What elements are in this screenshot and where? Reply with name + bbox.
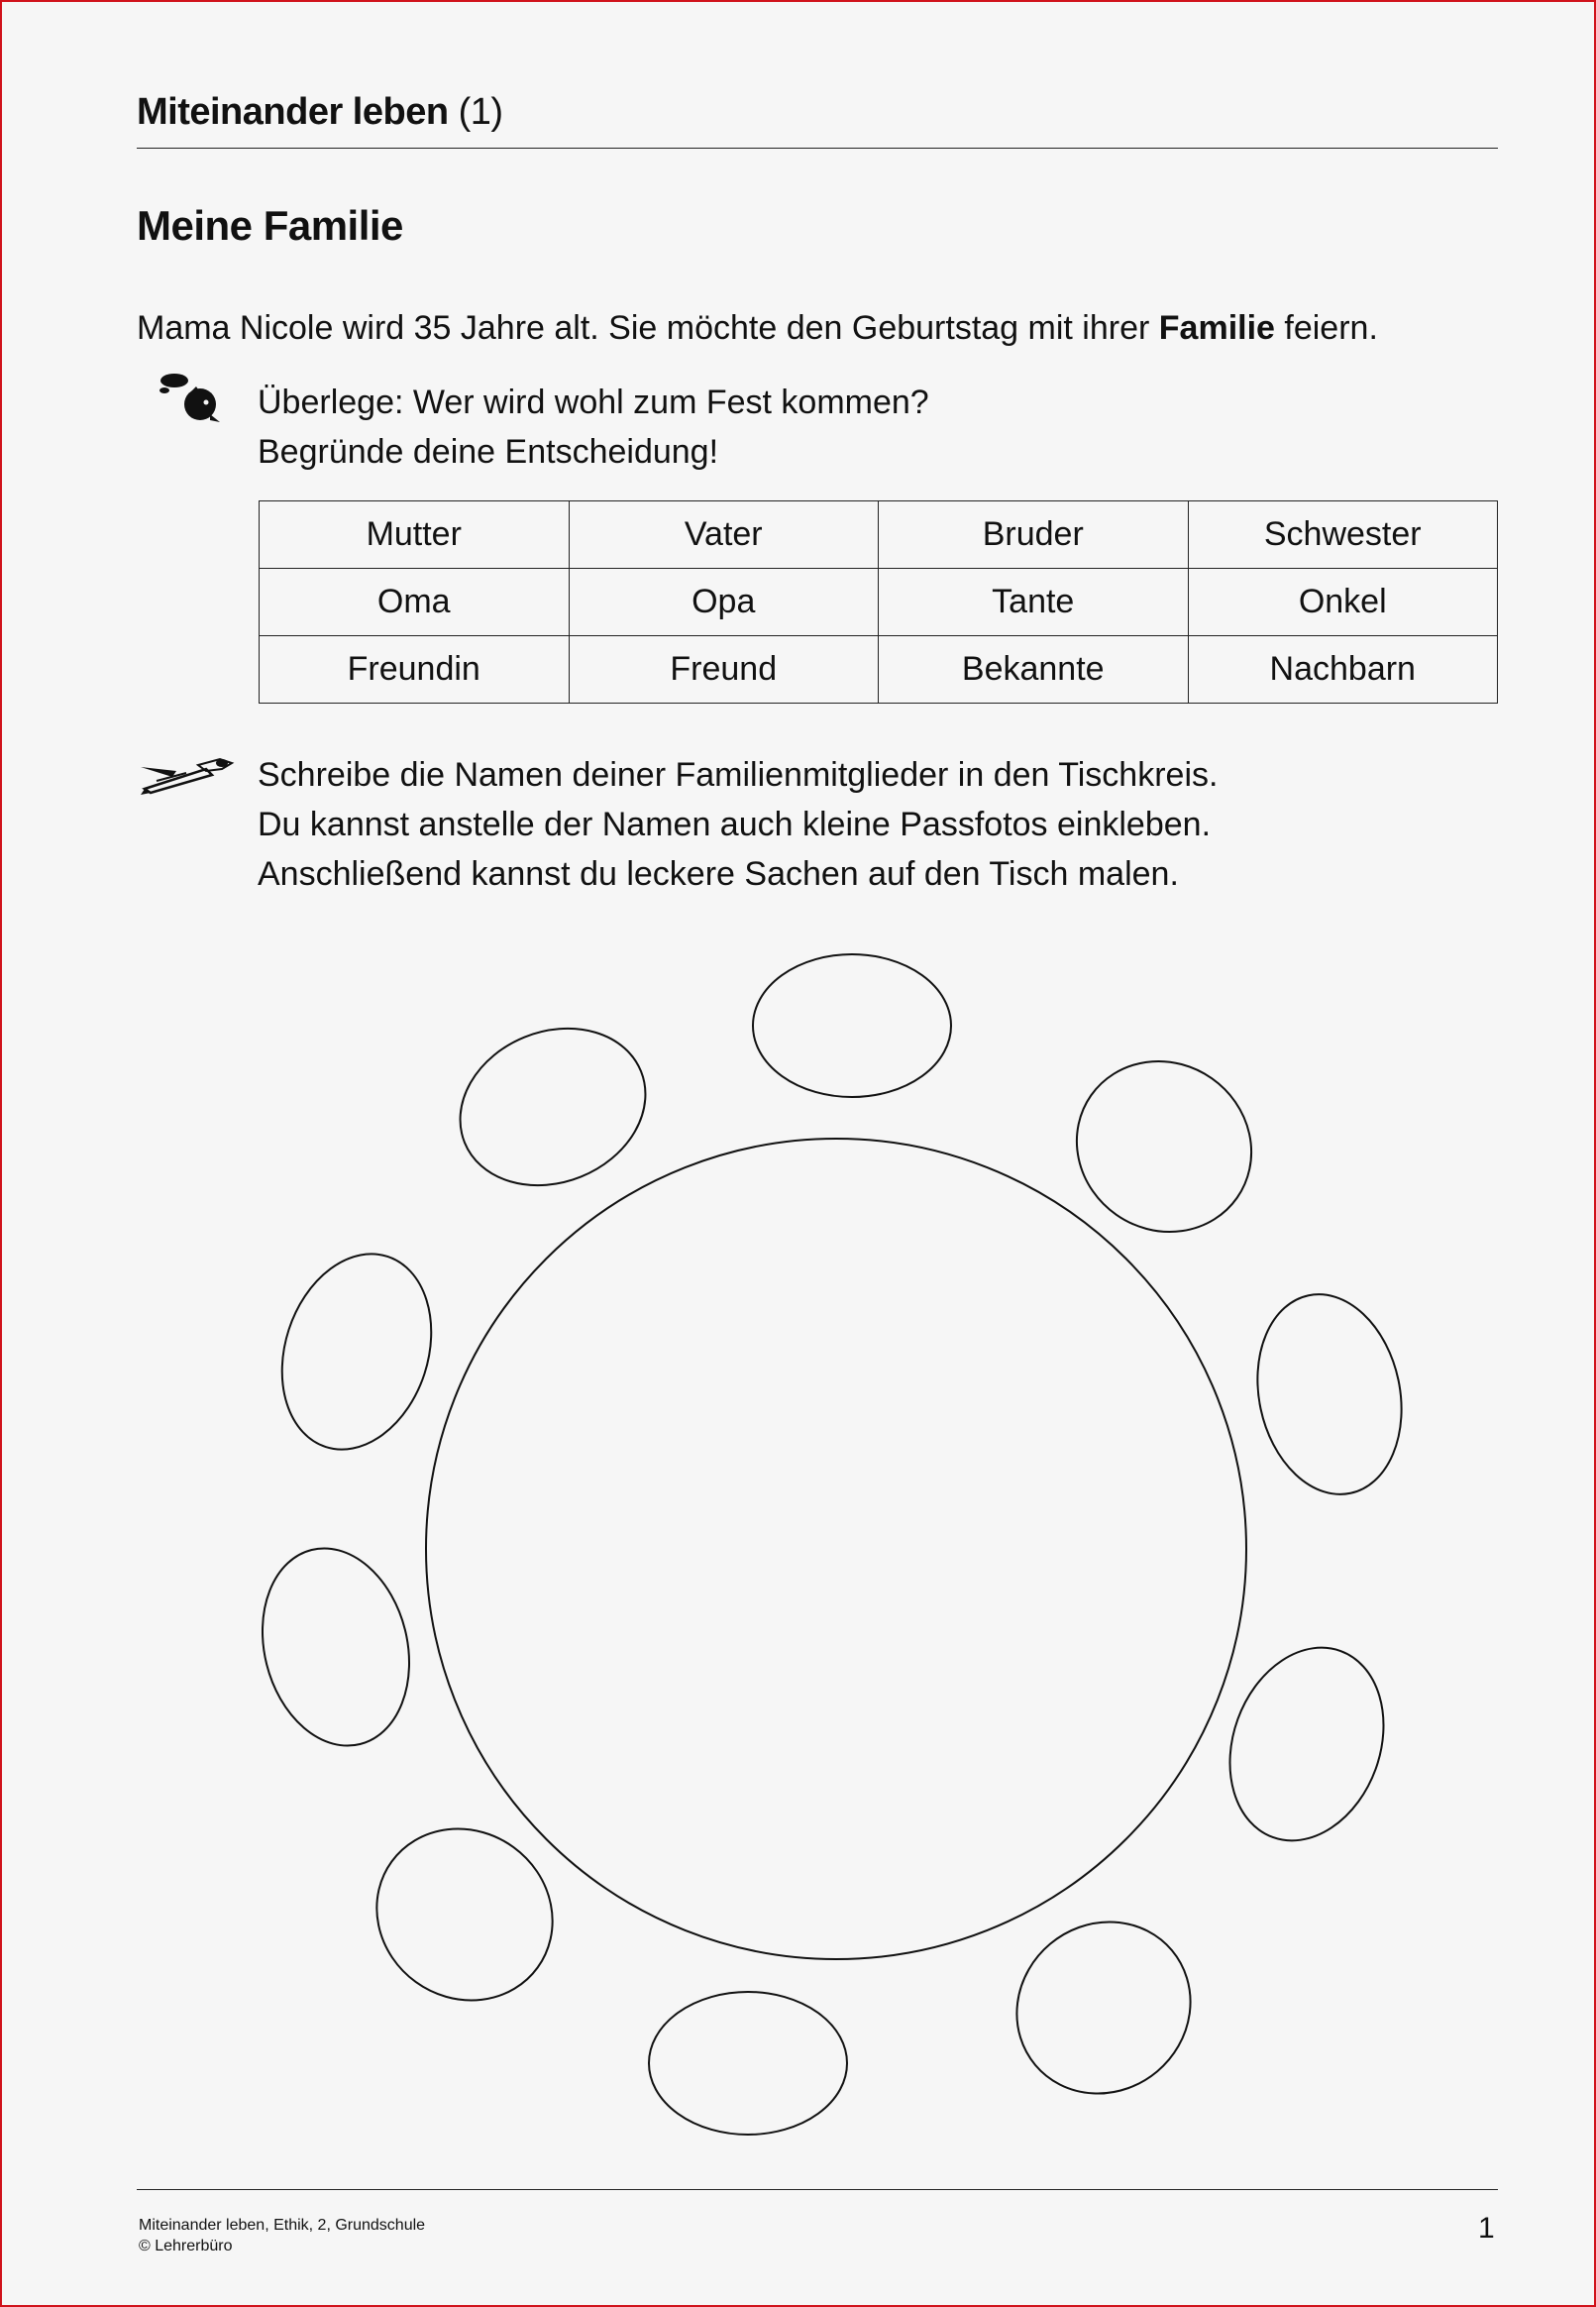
seat-oval[interactable] bbox=[1043, 1028, 1285, 1266]
seat-oval[interactable] bbox=[982, 1887, 1225, 2129]
seat-oval[interactable] bbox=[258, 1235, 455, 1470]
section-title: Meine Familie bbox=[137, 202, 403, 249]
footer-rule bbox=[137, 2189, 1498, 2190]
seat-oval[interactable] bbox=[753, 954, 951, 1097]
table-cell: Opa bbox=[569, 569, 879, 636]
table-cell: Freund bbox=[569, 636, 879, 704]
task1-line-1: Überlege: Wer wird wohl zum Fest kommen? bbox=[258, 384, 929, 421]
table-cell: Onkel bbox=[1188, 569, 1498, 636]
table-cell: Bruder bbox=[879, 501, 1189, 569]
seat-oval[interactable] bbox=[1239, 1280, 1419, 1507]
round-table-circle[interactable] bbox=[426, 1139, 1246, 1959]
seat-oval[interactable] bbox=[437, 1002, 670, 1213]
table-cell: Freundin bbox=[260, 636, 570, 704]
footer-source-line-2: © Lehrerbüro bbox=[139, 2238, 233, 2254]
table-cell: Bekannte bbox=[879, 636, 1189, 704]
table-cell: Mutter bbox=[260, 501, 570, 569]
task2-line-3: Anschließend kannst du leckere Sachen auf den Tisch malen. bbox=[258, 855, 1179, 893]
page-number: 1 bbox=[1478, 2212, 1495, 2245]
task2-line-1: Schreibe die Namen deiner Familienmitglieder in den Tischkreis. bbox=[258, 756, 1219, 794]
task1-line-2: Begründe deine Entscheidung! bbox=[258, 433, 719, 471]
seat-oval[interactable] bbox=[1204, 1626, 1409, 1863]
table-cell: Nachbarn bbox=[1188, 636, 1498, 704]
footer-source bbox=[139, 2215, 425, 2256]
header-title-bold: Miteinander leben bbox=[137, 91, 449, 133]
table-cell: Oma bbox=[260, 569, 570, 636]
footer-source-line-1: Miteinander leben, Ethik, 2, Grundschule bbox=[139, 2217, 426, 2234]
intro-text-start: Mama Nicole wird 35 Jahre alt. Sie möchte den Geburtstag mit ihrer bbox=[137, 309, 1159, 347]
task2-line-2: Du kannst anstelle der Namen auch kleine Passfotos einkleben. bbox=[258, 806, 1212, 843]
header-title-suffix: (1) bbox=[448, 91, 503, 133]
intro-text-bold: Familie bbox=[1158, 309, 1275, 347]
seat-oval[interactable] bbox=[649, 1992, 847, 2135]
intro-text-end: feiern. bbox=[1274, 309, 1378, 347]
table-cell: Schwester bbox=[1188, 501, 1498, 569]
seat-oval[interactable] bbox=[343, 1795, 586, 2035]
table-cell: Vater bbox=[569, 501, 879, 569]
seat-oval[interactable] bbox=[243, 1533, 430, 1762]
table-cell: Tante bbox=[879, 569, 1189, 636]
